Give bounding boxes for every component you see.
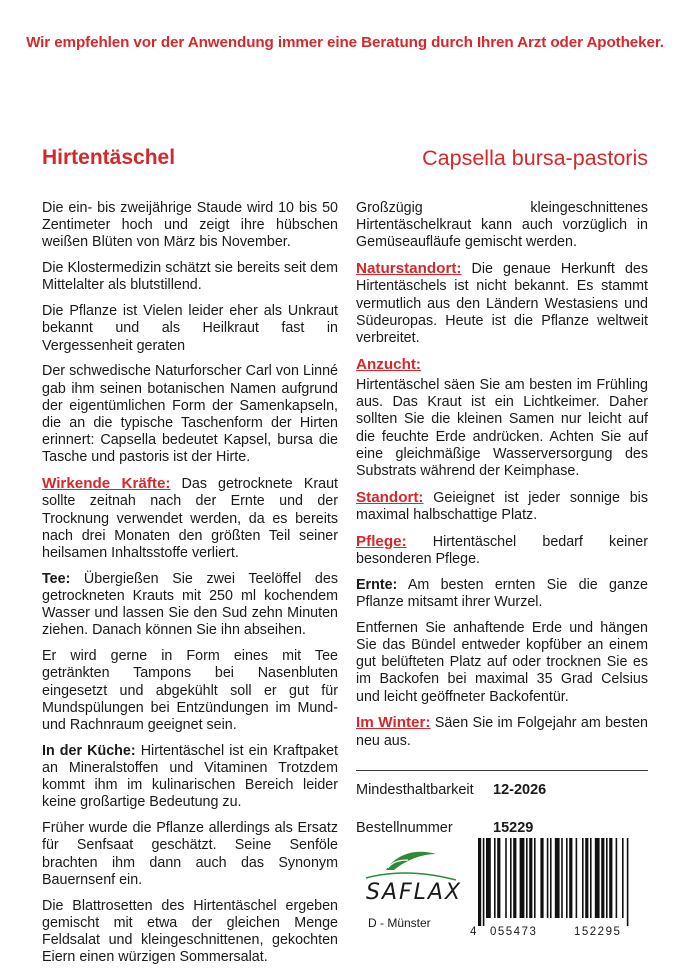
description-paragraph: Früher wurde die Pflanze allerdings als Ersatz für Senfsaat geschätzt. Seine Senföle brachten ihm dann auch das Synonym Bauernsenf ein. bbox=[42, 820, 338, 888]
barcode-digit-lead: 4 bbox=[470, 926, 477, 938]
location-heading: Standort: bbox=[356, 488, 424, 506]
kitchen-text: Hirtentäschel ist ein Kraftpaket an Mineralstoffen und Vitaminen Trotzdem kommt ihm im kulinarischen Bereich leider keine großartige Bedeutung zu. bbox=[42, 742, 338, 811]
harvest-heading: Ernte: bbox=[356, 576, 398, 593]
care-heading: Pflege: bbox=[356, 532, 407, 550]
barcode-bar bbox=[595, 838, 600, 918]
description-paragraph: Er wird gerne in Form eines mit Tee getränkten Tampons bei Nasenbluten eingesetzt und abgekühlt soll er gut für Mundspülungen bei Entzündungen im Mund- und Rachnraum geeignet sein. bbox=[42, 648, 338, 734]
description-paragraph: Großzügig kleingeschnittenes Hirtentäschelkraut kann auch vorzüglich in Gemüseaufläufe gemischt werden. bbox=[356, 200, 648, 251]
description-paragraph: Entfernen Sie anhaftende Erde und hängen Sie das Bündel entweder kopfüber an einem gut belüfteten Platz auf oder trocknen Sie es im Backofen bei maximal 35 Grad Celsius und leicht geöffneter Backofentür. bbox=[356, 619, 648, 705]
description-paragraph: Die Blattrosetten des Hirtentäschel ergeben gemischt mit etwa der gleichen Menge Feldsalat und kleingeschnittenen, gekochten Eiern einen würzigen Sommersalat. bbox=[42, 897, 338, 966]
barcode-bar bbox=[622, 838, 624, 918]
barcode-bar bbox=[513, 838, 516, 918]
barcode-bar bbox=[601, 838, 604, 918]
barcode-bars bbox=[478, 838, 648, 926]
description-paragraph: Die Klostermedizin schätzt sie bereits seit dem Mittelalter als blutstillend. bbox=[42, 260, 338, 294]
medical-warning: Wir empfehlen vor der Anwendung immer eine Beratung durch Ihren Arzt oder Apotheker. bbox=[26, 34, 664, 51]
barcode-bar bbox=[569, 838, 572, 918]
description-paragraph: Die Pflanze ist Vielen leider eher als Unkraut bekannt und als Heilkraut fast in Vergessenheit geraten bbox=[42, 303, 338, 354]
barcode-bar bbox=[616, 838, 618, 918]
order-number-label: Bestellnummer bbox=[356, 820, 453, 836]
plant-name-german: Hirtentäschel bbox=[42, 146, 176, 169]
effects-text: Das getrocknete Kraut sollte zeitnah nach der Ernte und der Trocknung verwendet werden, da es bereits nach drei Monaten den größten Teil seiner heilsamen Inhaltsstoffe verliert. bbox=[42, 476, 338, 562]
tea-paragraph bbox=[42, 571, 338, 640]
barcode-bar bbox=[486, 838, 491, 918]
care-paragraph bbox=[356, 533, 648, 568]
barcode-bar bbox=[555, 838, 560, 918]
saflax-logo bbox=[356, 840, 466, 940]
location-paragraph bbox=[356, 489, 648, 524]
barcode-bar bbox=[582, 838, 584, 918]
description-paragraph: Der schwedische Naturforscher Carl von Linné gab ihm seinen botanischen Namen aufgrund der eigentümlichen Form der Samenkapseln, die an die typische Taschenform der Hirten erinnert: Capsella bedeutet Kapsel, bursa die Tasche und pastoris ist der Hirte. bbox=[42, 363, 338, 466]
barcode-bar bbox=[483, 838, 485, 926]
barcode-bar bbox=[494, 838, 496, 918]
natural-habitat-paragraph bbox=[356, 260, 648, 347]
plant-name-latin: Capsella bursa-pastoris bbox=[422, 146, 648, 170]
barcode-bar bbox=[510, 838, 512, 918]
natural-habitat-text: Die genaue Herkunft des Hirtentäschels ist nicht bekannt. Es stammt vermutlich aus den Ländern Westasiens und Südeuropas. Heute ist die Pflanze weltweit verbreitet. bbox=[356, 261, 648, 347]
harvest-paragraph bbox=[356, 577, 648, 611]
barcode-bar bbox=[566, 838, 568, 918]
effects-heading: Wirkende Kräfte: bbox=[42, 475, 171, 493]
tea-text: Übergießen Sie zwei Teelöffel des getrockneten Krauts mit 250 ml kochendem Wasser und lassen Sie den Sud zehn Minuten ziehen. Danach können Sie ihn abseihen. bbox=[42, 570, 338, 639]
barcode-bar bbox=[520, 838, 525, 918]
barcode-digit-right: 152295 bbox=[574, 926, 622, 938]
barcode-bar bbox=[561, 838, 563, 918]
barcode-bar bbox=[478, 838, 481, 926]
winter-paragraph bbox=[356, 714, 648, 749]
barcode-bar bbox=[547, 838, 549, 918]
brand-city: D - Münster bbox=[368, 916, 431, 930]
barcode-bar bbox=[576, 838, 578, 918]
barcode-bar bbox=[590, 838, 592, 918]
cultivation-text: Hirtentäschel säen Sie am besten im Frühling aus. Das Kraut ist ein Lichtkeimer. Daher sollten Sie die kleinen Samen nur leicht auf die feuchte Erde andrücken. Achten Sie auf eine gleichmäßige Wasserversorgung des Substrats während der Keimphase. bbox=[356, 377, 648, 480]
best-before-value: 12-2026 bbox=[493, 782, 547, 798]
tea-heading: Tee: bbox=[42, 570, 71, 587]
harvest-text: Am besten ernten Sie die ganze Pflanze mitsamt ihrer Wurzel. bbox=[356, 576, 648, 611]
barcode-bar bbox=[526, 838, 528, 918]
barcode-digit-left: 055473 bbox=[490, 926, 538, 938]
right-column bbox=[356, 200, 648, 758]
location-text: Geieignet ist jeder sonnige bis maximal halbschattige Platz. bbox=[356, 489, 648, 524]
barcode-bar bbox=[606, 838, 608, 918]
winter-heading: Im Winter: bbox=[356, 714, 431, 732]
kitchen-heading: In der Küche: bbox=[42, 742, 136, 759]
order-number-value: 15229 bbox=[493, 820, 534, 836]
best-before-row bbox=[356, 771, 648, 809]
effects-paragraph bbox=[42, 475, 338, 562]
winter-text: Säen Sie im Folgejahr am besten neu aus. bbox=[356, 715, 648, 749]
barcode-bar bbox=[550, 838, 552, 918]
left-column bbox=[42, 200, 338, 975]
ean-barcode bbox=[470, 838, 650, 942]
cultivation-heading: Anzucht: bbox=[356, 355, 421, 373]
kitchen-paragraph bbox=[42, 743, 338, 812]
barcode-bar bbox=[609, 838, 612, 918]
product-info-table bbox=[356, 770, 648, 847]
barcode-bar bbox=[540, 838, 543, 918]
care-text: Hirtentäschel bedarf keiner besonderen Pflege. bbox=[356, 533, 648, 568]
barcode-bar bbox=[534, 838, 536, 918]
barcode-bar bbox=[585, 838, 588, 918]
barcode-bar bbox=[529, 838, 532, 918]
barcode-bar bbox=[505, 838, 507, 918]
barcode-bar bbox=[627, 838, 629, 926]
barcode-bar bbox=[497, 838, 500, 918]
natural-habitat-heading: Naturstandort: bbox=[356, 260, 462, 278]
description-paragraph: Die ein- bis zweijährige Staude wird 10 bis 50 Zentimeter hoch und zeigt ihre hübschen weißen Blüten von März bis November. bbox=[42, 200, 338, 251]
best-before-label: Mindesthaltbarkeit bbox=[356, 782, 474, 798]
brand-name: SAFLAX bbox=[366, 880, 463, 905]
